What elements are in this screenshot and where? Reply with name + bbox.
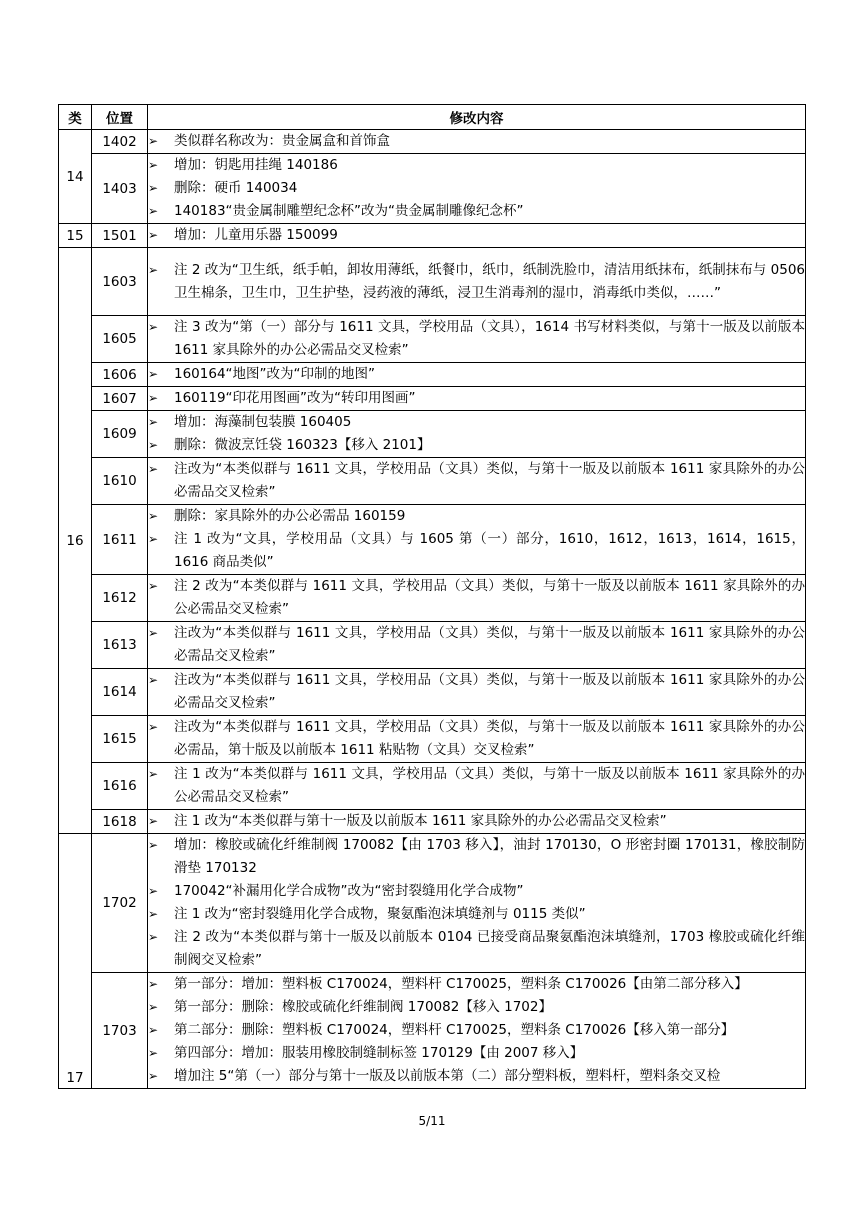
change-item <box>148 259 805 305</box>
change-text: 注 1 改为“本类似群与第十一版及以前版本 1611 家具除外的办公必需品交叉检索” <box>174 813 667 829</box>
arrow-bullet-icon: ➢ <box>148 814 159 828</box>
content-cell <box>148 224 806 248</box>
change-text: 增加：儿童用乐器 150099 <box>174 227 338 243</box>
content-cell <box>148 669 806 716</box>
content-cell <box>148 458 806 505</box>
content-cell <box>148 575 806 622</box>
position-cell: 1606 <box>92 363 148 387</box>
change-text: 注 1 改为“本类似群与 1611 文具，学校用品（文具）类似，与第十一版及以前版本 1611 家具除外的办公必需品交叉检索” <box>174 766 805 805</box>
content-cell <box>148 810 806 834</box>
change-item <box>148 716 805 762</box>
change-item <box>148 411 805 434</box>
table-row <box>59 411 806 458</box>
change-item <box>148 763 805 809</box>
content-cell <box>148 716 806 763</box>
change-text: 增加：海藻制包装膜 160405 <box>174 414 352 430</box>
position-cell: 1607 <box>92 387 148 411</box>
class-cell: 17 <box>59 834 92 1089</box>
arrow-bullet-icon: ➢ <box>148 838 159 852</box>
content-cell <box>148 316 806 363</box>
change-item <box>148 1042 805 1065</box>
change-text: 第一部分：删除：橡胶或硫化纤维制阀 170082【移入 1702】 <box>174 999 552 1015</box>
change-item <box>148 575 805 621</box>
arrow-bullet-icon: ➢ <box>148 1000 159 1014</box>
arrow-bullet-icon: ➢ <box>148 930 159 944</box>
table-row <box>59 387 806 411</box>
position-cell: 1610 <box>92 458 148 505</box>
table-row <box>59 248 806 316</box>
change-item <box>148 528 805 574</box>
change-item <box>148 834 805 880</box>
change-item <box>148 973 805 996</box>
change-item <box>148 363 805 386</box>
table-row <box>59 716 806 763</box>
header-class: 类 <box>59 105 92 130</box>
arrow-bullet-icon: ➢ <box>148 509 159 523</box>
change-text: 注改为“本类似群与 1611 文具，学校用品（文具）类似，与第十一版及以前版本 1611 家具除外的办公必需品交叉检索” <box>174 461 805 500</box>
header-content: 修改内容 <box>148 105 806 130</box>
arrow-bullet-icon: ➢ <box>148 415 159 429</box>
change-item <box>148 130 805 153</box>
content-cell <box>148 763 806 810</box>
change-item <box>148 926 805 972</box>
change-text: 删除：硬币 140034 <box>174 180 298 196</box>
change-item <box>148 996 805 1019</box>
position-cell: 1501 <box>92 224 148 248</box>
class-cell: 16 <box>59 248 92 834</box>
table-row <box>59 154 806 224</box>
position-cell: 1618 <box>92 810 148 834</box>
change-text: 160119“印花用图画”改为“转印用图画” <box>174 390 416 406</box>
change-text: 类似群名称改为：贵金属盒和首饰盒 <box>174 133 390 149</box>
table-header-row <box>59 105 806 130</box>
change-item <box>148 458 805 504</box>
arrow-bullet-icon: ➢ <box>148 767 159 781</box>
change-item <box>148 505 805 528</box>
change-text: 160164“地图”改为“印制的地图” <box>174 366 376 382</box>
change-text: 注改为“本类似群与 1611 文具，学校用品（文具）类似，与第十一版及以前版本 1611 家具除外的办公必需品交叉检索” <box>174 625 805 664</box>
table-row <box>59 363 806 387</box>
change-text: 第二部分：删除：塑料板 C170024，塑料杆 C170025，塑料条 C170026【移入第一部分】 <box>174 1022 735 1038</box>
change-item <box>148 200 805 223</box>
arrow-bullet-icon: ➢ <box>148 673 159 687</box>
position-cell: 1402 <box>92 130 148 154</box>
change-item <box>148 1065 805 1088</box>
class-cell: 15 <box>59 224 92 248</box>
change-text: 增加：钥匙用挂绳 140186 <box>174 157 338 173</box>
arrow-bullet-icon: ➢ <box>148 320 159 334</box>
change-item <box>148 154 805 177</box>
arrow-bullet-icon: ➢ <box>148 1023 159 1037</box>
class-cell: 14 <box>59 130 92 224</box>
position-cell: 1609 <box>92 411 148 458</box>
table-row <box>59 973 806 1089</box>
position-cell: 1605 <box>92 316 148 363</box>
change-text: 140183“贵金属制雕塑纪念杯”改为“贵金属制雕像纪念杯” <box>174 203 524 219</box>
position-cell: 1612 <box>92 575 148 622</box>
table-row <box>59 810 806 834</box>
position-cell: 1614 <box>92 669 148 716</box>
position-cell: 1615 <box>92 716 148 763</box>
content-cell <box>148 834 806 973</box>
change-item <box>148 434 805 457</box>
change-text: 注 2 改为“卫生纸，纸手帕，卸妆用薄纸，纸餐巾，纸巾，纸制洗脸巾，清洁用纸抹布，纸制抹布与 0506 卫生棉条，卫生巾，卫生护垫，浸药液的薄纸，浸卫生消毒剂的湿巾，消毒纸巾类似，……” <box>174 261 805 301</box>
change-item <box>148 316 805 362</box>
content-cell <box>148 130 806 154</box>
arrow-bullet-icon: ➢ <box>148 626 159 640</box>
change-item <box>148 669 805 715</box>
change-item <box>148 387 805 410</box>
table-row <box>59 505 806 575</box>
content-cell <box>148 387 806 411</box>
position-cell: 1703 <box>92 973 148 1089</box>
arrow-bullet-icon: ➢ <box>148 262 159 277</box>
arrow-bullet-icon: ➢ <box>148 907 159 921</box>
arrow-bullet-icon: ➢ <box>148 884 159 898</box>
change-text: 注改为“本类似群与 1611 文具，学校用品（文具）类似，与第十一版及以前版本 1611 家具除外的办公必需品，第十版及以前版本 1611 粘贴物（文具）交叉检索” <box>174 719 805 758</box>
change-text: 注 2 改为“本类似群与 1611 文具，学校用品（文具）类似，与第十一版及以前版本 1611 家具除外的办公必需品交叉检索” <box>174 578 805 617</box>
header-position: 位置 <box>92 105 148 130</box>
arrow-bullet-icon: ➢ <box>148 158 159 172</box>
change-text: 注改为“本类似群与 1611 文具，学校用品（文具）类似，与第十一版及以前版本 1611 家具除外的办公必需品交叉检索” <box>174 672 805 711</box>
table-row <box>59 763 806 810</box>
arrow-bullet-icon: ➢ <box>148 1046 159 1060</box>
change-text: 增加注 5“第（一）部分与第十一版及以前版本第（二）部分塑料板，塑料杆，塑料条交叉检 <box>174 1068 721 1084</box>
change-text: 删除：家具除外的办公必需品 160159 <box>174 508 406 524</box>
arrow-bullet-icon: ➢ <box>148 181 159 195</box>
arrow-bullet-icon: ➢ <box>148 532 159 546</box>
change-text: 注 2 改为“本类似群与第十一版及以前版本 0104 已接受商品聚氨酯泡沫填缝剂，1703 橡胶或硫化纤维制阀交叉检索” <box>174 929 805 968</box>
position-cell: 1616 <box>92 763 148 810</box>
table-row <box>59 458 806 505</box>
revision-table <box>58 104 806 1089</box>
arrow-bullet-icon: ➢ <box>148 1069 159 1083</box>
arrow-bullet-icon: ➢ <box>148 977 159 991</box>
arrow-bullet-icon: ➢ <box>148 720 159 734</box>
change-item <box>148 1019 805 1042</box>
table-body <box>59 130 806 1089</box>
table-row <box>59 834 806 973</box>
arrow-bullet-icon: ➢ <box>148 134 159 148</box>
arrow-bullet-icon: ➢ <box>148 391 159 405</box>
content-cell <box>148 973 806 1089</box>
change-text: 删除：微波烹饪袋 160323【移入 2101】 <box>174 437 431 453</box>
content-cell <box>148 248 806 316</box>
arrow-bullet-icon: ➢ <box>148 204 159 218</box>
position-cell: 1403 <box>92 154 148 224</box>
arrow-bullet-icon: ➢ <box>148 367 159 381</box>
content-cell <box>148 622 806 669</box>
table-row <box>59 130 806 154</box>
change-text: 第四部分：增加：服装用橡胶制缝制标签 170129【由 2007 移入】 <box>174 1045 584 1061</box>
change-item <box>148 177 805 200</box>
position-cell: 1702 <box>92 834 148 973</box>
change-text: 第一部分：增加：塑料板 C170024，塑料杆 C170025，塑料条 C170026【由第二部分移入】 <box>174 976 748 992</box>
change-text: 注 1 改为“文具，学校用品（文具）与 1605 第（一）部分，1610，1612，1613，1614，1615，1616 商品类似” <box>174 531 805 570</box>
page-number: 5/11 <box>418 1114 446 1128</box>
change-text: 注 3 改为“第（一）部分与 1611 文具，学校用品（文具），1614 书写材料类似，与第十一版及以前版本 1611 家具除外的办公必需品交叉检索” <box>174 319 805 358</box>
table-row <box>59 622 806 669</box>
change-item <box>148 810 805 833</box>
content-cell <box>148 411 806 458</box>
position-cell: 1603 <box>92 248 148 316</box>
table-row <box>59 575 806 622</box>
table-row <box>59 316 806 363</box>
change-item <box>148 224 805 247</box>
change-item <box>148 880 805 903</box>
change-text: 注 1 改为“密封裂缝用化学合成物，聚氨酯泡沫填缝剂与 0115 类似” <box>174 906 586 922</box>
content-cell <box>148 505 806 575</box>
arrow-bullet-icon: ➢ <box>148 228 159 242</box>
arrow-bullet-icon: ➢ <box>148 438 159 452</box>
table-row <box>59 224 806 248</box>
position-cell: 1613 <box>92 622 148 669</box>
content-cell <box>148 363 806 387</box>
change-item <box>148 622 805 668</box>
change-item <box>148 903 805 926</box>
position-cell: 1611 <box>92 505 148 575</box>
table-row <box>59 669 806 716</box>
arrow-bullet-icon: ➢ <box>148 462 159 476</box>
change-text: 170042“补漏用化学合成物”改为“密封裂缝用化学合成物” <box>174 883 524 899</box>
arrow-bullet-icon: ➢ <box>148 579 159 593</box>
change-text: 增加：橡胶或硫化纤维制阀 170082【由 1703 移入】，油封 170130，O 形密封圈 170131，橡胶制防滑垫 170132 <box>174 837 805 876</box>
content-cell <box>148 154 806 224</box>
